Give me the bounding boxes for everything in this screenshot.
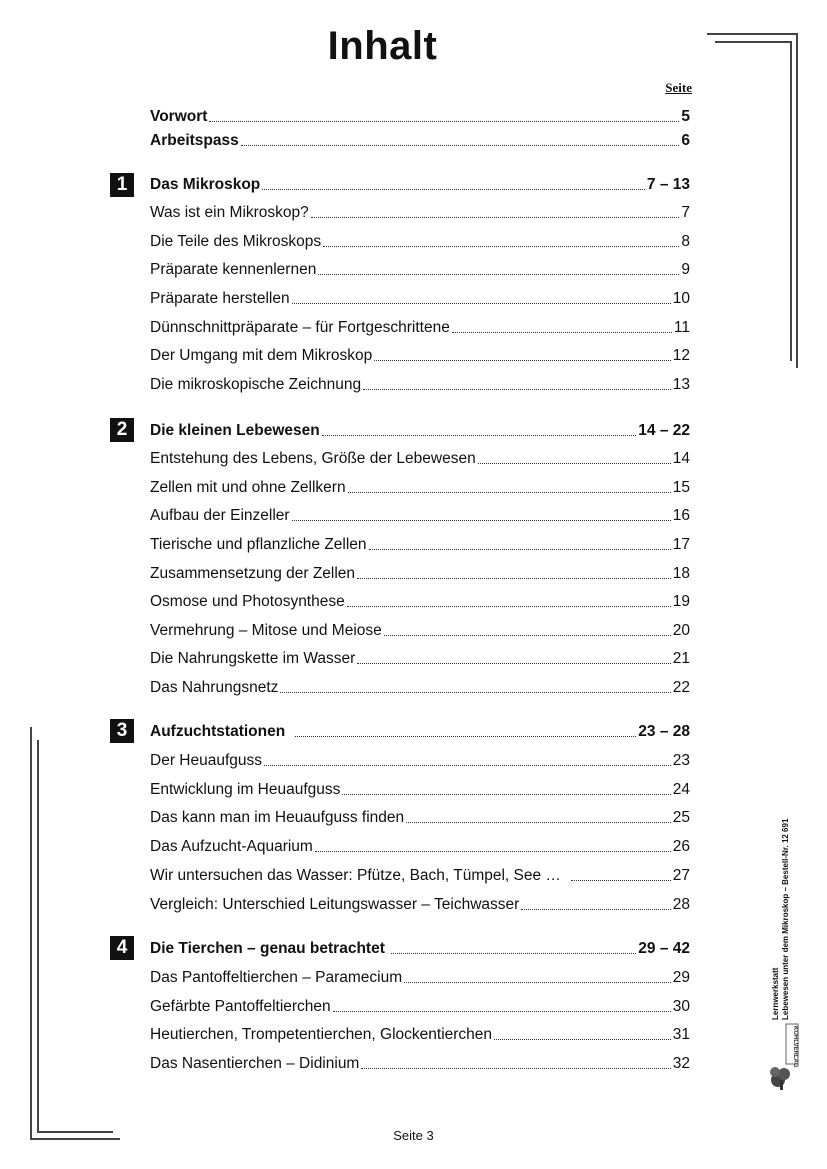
leader-dots xyxy=(369,549,671,550)
toc-label: Zusammensetzung der Zellen xyxy=(150,565,356,582)
toc-item-row[interactable] xyxy=(150,967,690,987)
toc-label: Vorwort xyxy=(150,108,208,125)
leader-dots xyxy=(494,1039,671,1040)
toc-page: 6 xyxy=(681,132,690,149)
leader-dots xyxy=(391,953,636,954)
leader-dots xyxy=(209,121,679,122)
toc-page: 12 xyxy=(672,347,690,364)
chapter-number-badge: 2 xyxy=(110,418,134,442)
leader-dots xyxy=(292,303,671,304)
toc-page: 9 xyxy=(681,261,690,278)
toc-label: Gefärbte Pantoffeltierchen xyxy=(150,998,331,1015)
toc-page: 21 xyxy=(672,650,690,667)
leader-dots xyxy=(323,246,679,247)
toc-front-row[interactable] xyxy=(150,130,690,150)
chapter-number-badge: 4 xyxy=(110,936,134,960)
toc-label: Präparate kennenlernen xyxy=(150,261,317,278)
leader-dots xyxy=(295,736,636,737)
leader-dots xyxy=(315,851,671,852)
toc-item-row[interactable] xyxy=(150,1024,690,1044)
leader-dots xyxy=(311,217,680,218)
page-title: Inhalt xyxy=(327,24,438,68)
leader-dots xyxy=(292,520,671,521)
toc-item-row[interactable] xyxy=(150,317,690,337)
toc-page: 26 xyxy=(672,838,690,855)
toc-chapter-title: Die kleinen Lebewesen xyxy=(150,422,320,439)
toc-page-range: 7 – 13 xyxy=(646,176,690,193)
toc-front-row[interactable] xyxy=(150,106,690,126)
toc-page: 31 xyxy=(672,1026,690,1043)
toc-page: 17 xyxy=(672,536,690,553)
chapter-number-badge: 3 xyxy=(110,719,134,743)
chapter-number-badge: 1 xyxy=(110,173,134,197)
toc-chapter-row[interactable] xyxy=(150,938,690,958)
toc-item-row[interactable] xyxy=(150,1053,690,1073)
toc-item-row[interactable] xyxy=(150,620,690,640)
toc-chapter-row[interactable] xyxy=(150,174,690,194)
toc-label: Entstehung des Lebens, Größe der Lebewesen xyxy=(150,450,476,467)
toc-label: Tierische und pflanzliche Zellen xyxy=(150,536,367,553)
toc-label: Das Nasentierchen – Didinium xyxy=(150,1055,360,1072)
leader-dots xyxy=(357,663,670,664)
leader-dots xyxy=(361,1068,670,1069)
toc-label: Arbeitspass xyxy=(150,132,239,149)
toc-page: 22 xyxy=(672,679,690,696)
toc-page: 32 xyxy=(672,1055,690,1072)
toc-item-row[interactable] xyxy=(150,259,690,279)
toc-item-row[interactable] xyxy=(150,505,690,525)
toc-chapter-title: Die Tierchen – genau betrachtet xyxy=(150,940,385,957)
leader-dots xyxy=(264,765,671,766)
toc-page: 8 xyxy=(681,233,690,250)
toc-page: 20 xyxy=(672,622,690,639)
toc-page: 24 xyxy=(672,781,690,798)
toc-page: 29 xyxy=(672,969,690,986)
toc-chapter-row[interactable] xyxy=(150,721,690,741)
toc-item-row[interactable] xyxy=(150,534,690,554)
frame-top-right-v1 xyxy=(796,33,798,368)
leader-dots xyxy=(452,332,672,333)
toc-item-row[interactable] xyxy=(150,865,690,885)
leader-dots xyxy=(521,909,670,910)
toc-page: 10 xyxy=(672,290,690,307)
toc-page-range: 29 – 42 xyxy=(638,940,690,957)
toc-page: 11 xyxy=(673,319,690,336)
toc-chapter-title: Aufzuchtstationen xyxy=(150,723,286,740)
publisher-logo xyxy=(768,1022,804,1092)
toc-page: 28 xyxy=(672,896,690,913)
toc-page-range: 23 – 28 xyxy=(638,723,690,740)
toc-page: 18 xyxy=(672,565,690,582)
toc-item-row[interactable] xyxy=(150,288,690,308)
toc-item-row[interactable] xyxy=(150,677,690,697)
leader-dots xyxy=(348,492,671,493)
toc-page: 19 xyxy=(672,593,690,610)
toc-page: 5 xyxy=(681,108,690,125)
toc-item-row[interactable] xyxy=(150,202,690,222)
publisher-name: KOHLVERLAG xyxy=(792,1026,798,1068)
side-imprint xyxy=(771,800,811,1020)
toc-page: 13 xyxy=(672,376,690,393)
toc-label: Der Umgang mit dem Mikroskop xyxy=(150,347,373,364)
toc-page: 15 xyxy=(672,479,690,496)
toc-label: Die Nahrungskette im Wasser xyxy=(150,650,356,667)
toc-chapter-title: Das Mikroskop xyxy=(150,176,261,193)
toc-item-row[interactable] xyxy=(150,231,690,251)
leader-dots xyxy=(333,1011,671,1012)
toc-label: Heutierchen, Trompetentierchen, Glockentierchen xyxy=(150,1026,493,1043)
frame-bottom-left-v1 xyxy=(30,727,32,1139)
toc-page: 25 xyxy=(672,809,690,826)
toc-item-row[interactable] xyxy=(150,779,690,799)
leader-dots xyxy=(384,635,671,636)
side-imprint-title: Lebewesen unter dem Mikroskop – Bestell-Nr. 12 691 xyxy=(781,818,790,1020)
toc-label: Aufbau der Einzeller xyxy=(150,507,290,524)
toc-page: 16 xyxy=(672,507,690,524)
toc-page: 14 xyxy=(672,450,690,467)
leader-dots xyxy=(318,274,679,275)
toc-item-row[interactable] xyxy=(150,477,690,497)
toc-item-row[interactable] xyxy=(150,750,690,770)
toc-label: Vermehrung – Mitose und Meiose xyxy=(150,622,382,639)
toc-page: 27 xyxy=(672,867,690,884)
leader-dots xyxy=(478,463,671,464)
toc-item-row[interactable] xyxy=(150,996,690,1016)
toc-item-row[interactable] xyxy=(150,894,690,914)
leader-dots xyxy=(280,692,670,693)
toc-label: Entwicklung im Heuaufguss xyxy=(150,781,341,798)
leader-dots xyxy=(374,360,671,361)
toc-label: Das Aufzucht-Aquarium xyxy=(150,838,313,855)
toc-label: Wir untersuchen das Wasser: Pfütze, Bach, Tümpel, See … xyxy=(150,867,561,884)
toc-item-row[interactable] xyxy=(150,807,690,827)
leader-dots xyxy=(241,145,680,146)
toc-chapter-row[interactable] xyxy=(150,420,690,440)
page-column-label: Seite xyxy=(665,80,692,95)
page-footer: Seite 3 xyxy=(393,1128,434,1143)
leader-dots xyxy=(363,389,671,390)
toc-label: Präparate herstellen xyxy=(150,290,290,307)
toc-page-range: 14 – 22 xyxy=(638,422,690,439)
toc-label: Der Heuaufguss xyxy=(150,752,263,769)
toc-item-row[interactable] xyxy=(150,836,690,856)
tree-logo-icon xyxy=(768,1022,804,1092)
toc-label: Die mikroskopische Zeichnung xyxy=(150,376,362,393)
toc-label: Vergleich: Unterschied Leitungswasser – Teichwasser xyxy=(150,896,520,913)
leader-dots xyxy=(347,606,671,607)
toc-item-row[interactable] xyxy=(150,648,690,668)
leader-dots xyxy=(404,982,671,983)
toc-label: Das Pantoffeltierchen – Paramecium xyxy=(150,969,403,986)
side-imprint-series: Lernwerkstatt xyxy=(771,967,780,1020)
toc-label: Was ist ein Mikroskop? xyxy=(150,204,309,221)
toc-item-row[interactable] xyxy=(150,448,690,468)
toc-label: Osmose und Photosynthese xyxy=(150,593,345,610)
frame-top-right-v2 xyxy=(790,41,792,361)
toc-page: 7 xyxy=(681,204,690,221)
toc-item-row[interactable] xyxy=(150,591,690,611)
leader-dots xyxy=(357,578,671,579)
toc-page: 23 xyxy=(672,752,690,769)
leader-dots xyxy=(322,435,637,436)
toc-item-row[interactable] xyxy=(150,374,690,394)
toc-label: Zellen mit und ohne Zellkern xyxy=(150,479,346,496)
leader-dots xyxy=(406,822,671,823)
toc-page: 30 xyxy=(672,998,690,1015)
toc-item-row[interactable] xyxy=(150,563,690,583)
toc-label: Die Teile des Mikroskops xyxy=(150,233,322,250)
toc-label: Das Nahrungsnetz xyxy=(150,679,279,696)
frame-bottom-left-v2 xyxy=(37,740,39,1132)
leader-dots xyxy=(262,189,645,190)
leader-dots xyxy=(342,794,670,795)
toc-label: Dünnschnittpräparate – für Fortgeschrittene xyxy=(150,319,450,336)
toc-label: Das kann man im Heuaufguss finden xyxy=(150,809,405,826)
toc-item-row[interactable] xyxy=(150,345,690,365)
leader-dots xyxy=(571,880,671,881)
side-imprint-text xyxy=(771,800,811,1020)
